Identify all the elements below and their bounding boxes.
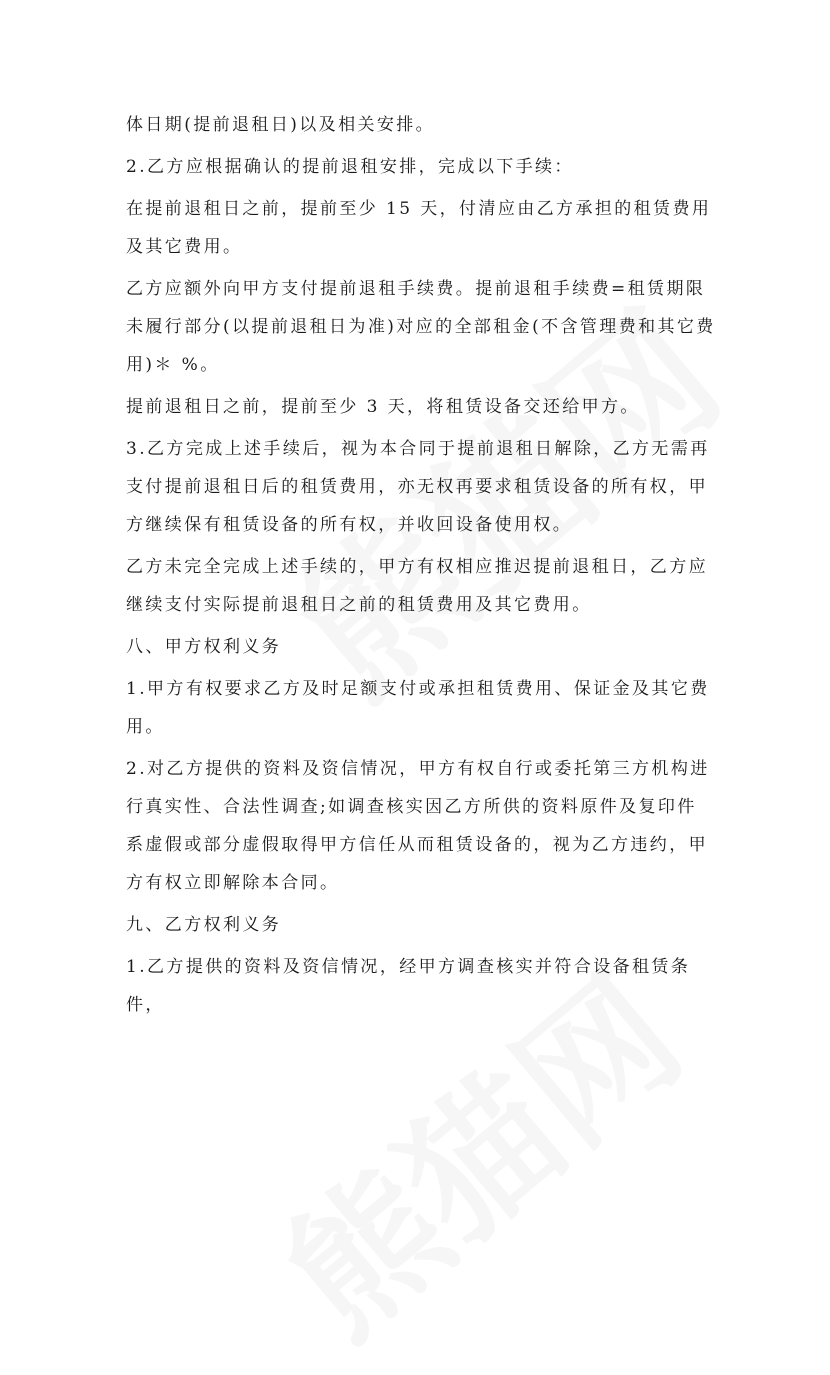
section-heading: 八、甲方权利义务	[126, 637, 282, 657]
paragraph: 乙方应额外向甲方支付提前退租手续费。提前退租手续费=租赁期限未履行部分(以提前退租日为准)对应的全部租金(不含管理费和其它费用)＊ %。	[126, 279, 716, 375]
paragraph: 体日期(提前退租日)以及相关安排。	[126, 115, 436, 135]
paragraph: 2.乙方应根据确认的提前退租安排，完成以下手续：	[126, 157, 574, 177]
paragraph: 在提前退租日之前，提前至少 15 天，付清应由乙方承担的租赁费用及其它费用。	[126, 199, 712, 257]
document-body	[126, 106, 716, 1028]
paragraph: 2.对乙方提供的资料及资信情况，甲方有权自行或委托第三方机构进行真实性、合法性调查;如调查核实因乙方所供的资料原件及复印件系虚假或部分虚假取得甲方信任从而租赁设备的，视为乙方违约，甲方有权立即解除本合同。	[126, 759, 710, 893]
paragraph: 1.乙方提供的资料及资信情况，经甲方调查核实并符合设备租赁条件，	[126, 957, 691, 1015]
section-heading: 九、乙方权利义务	[126, 915, 282, 935]
paragraph: 1.甲方有权要求乙方及时足额支付或承担租赁费用、保证金及其它费用。	[126, 679, 710, 737]
paragraph: 提前退租日之前，提前至少 3 天，将租赁设备交还给甲方。	[126, 397, 640, 417]
paragraph: 3.乙方完成上述手续后，视为本合同于提前退租日解除，乙方无需再支付提前退租日后的租赁费用，亦无权再要求租赁设备的所有权，甲方继续保有租赁设备的所有权，并收回设备使用权。	[126, 439, 710, 535]
paragraph: 乙方未完全完成上述手续的，甲方有权相应推迟提前退租日，乙方应继续支付实际提前退租日之前的租赁费用及其它费用。	[126, 557, 708, 615]
